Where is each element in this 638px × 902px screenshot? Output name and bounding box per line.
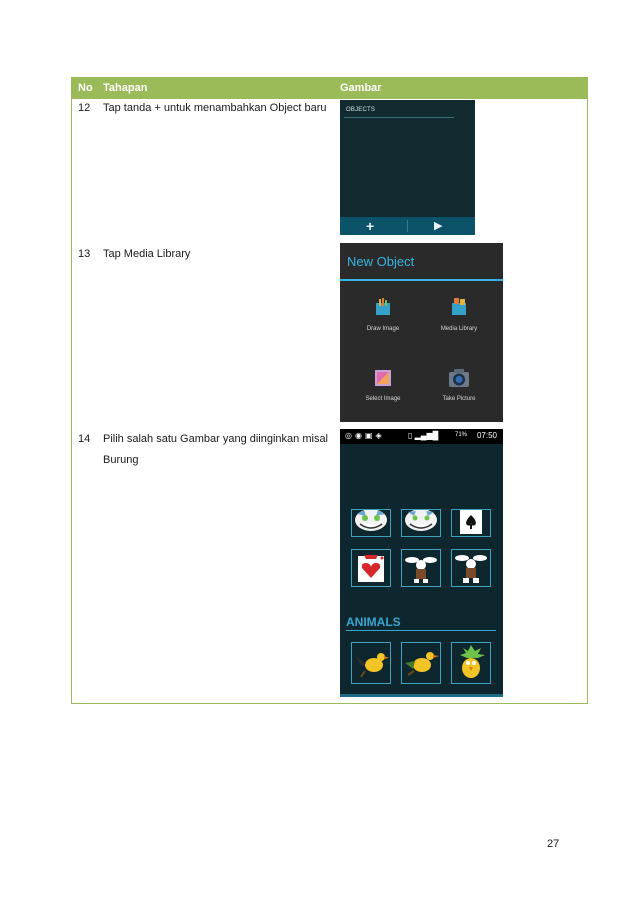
row-13-step: Tap Media Library [103, 248, 191, 260]
row-14-step-line2: Burung [103, 454, 139, 466]
media-library-label[interactable]: Media Library [440, 326, 478, 332]
header-step: Tahapan [103, 82, 148, 94]
gallery-item-cat-1[interactable] [351, 509, 391, 537]
status-clock: 07:50 [476, 431, 497, 440]
heart-card-image [352, 550, 390, 586]
gallery-item-card-soldier[interactable] [351, 549, 391, 587]
play-icon[interactable]: ▶ [434, 220, 443, 232]
notification-icons: ◎◉▣◈ [345, 431, 385, 440]
white-rabbit-image [402, 550, 440, 586]
bird-image [402, 643, 440, 683]
draw-image-icon[interactable] [374, 298, 392, 316]
gallery-item-rabbit-1[interactable] [401, 549, 441, 587]
cheshire-cat-image [352, 510, 390, 536]
camera-icon[interactable] [448, 368, 470, 388]
row-14-step-line1: Pilih salah satu Gambar yang diinginkan misal [103, 433, 329, 445]
animals-divider [346, 630, 496, 631]
row-12-number: 12 [78, 102, 91, 114]
gallery-item-bird-1[interactable] [351, 642, 391, 684]
objects-bottom-bar [340, 217, 475, 235]
bar-separator [407, 220, 408, 232]
header-image: Gambar [340, 82, 382, 94]
objects-divider [344, 117, 454, 118]
row-12-step: Tap tanda + untuk menambahkan Object baru [103, 102, 327, 114]
status-bar [340, 429, 503, 444]
take-picture-label[interactable]: Take Picture [442, 396, 476, 402]
row-13-number: 13 [78, 248, 91, 260]
gallery-item-rabbit-2[interactable] [451, 549, 491, 587]
new-object-title: New Object [347, 254, 415, 269]
white-rabbit-image [452, 550, 490, 586]
gallery-bottom-bar [340, 694, 503, 697]
battery-level: 71% [454, 432, 467, 438]
objects-header: OBJECTS [346, 107, 376, 113]
playing-card-image [452, 510, 490, 536]
media-library-icon[interactable] [450, 298, 468, 316]
objects-screenshot [340, 100, 475, 235]
new-object-screenshot [340, 243, 503, 422]
title-underline [340, 279, 503, 281]
table-header [72, 78, 587, 99]
row-14-number: 14 [78, 433, 91, 445]
select-image-icon[interactable] [374, 369, 392, 387]
bird-image [452, 643, 490, 683]
page-number: 27 [547, 838, 560, 850]
animals-section-title: ANIMALS [346, 615, 401, 629]
gallery-item-cat-2[interactable] [401, 509, 441, 537]
gallery-item-bird-3[interactable] [451, 642, 491, 684]
steps-table [71, 77, 588, 704]
gallery-item-card[interactable] [451, 509, 491, 537]
bird-image [352, 643, 390, 683]
signal-icon: ▯ ▂▄▆█ [408, 431, 439, 440]
header-no: No [78, 82, 93, 94]
cheshire-cat-image [402, 510, 440, 536]
draw-image-label[interactable]: Draw Image [366, 326, 400, 332]
plus-icon[interactable]: + [366, 218, 375, 234]
gallery-item-bird-2[interactable] [401, 642, 441, 684]
gallery-screenshot [340, 429, 503, 697]
select-image-label[interactable]: Select Image [365, 396, 401, 402]
